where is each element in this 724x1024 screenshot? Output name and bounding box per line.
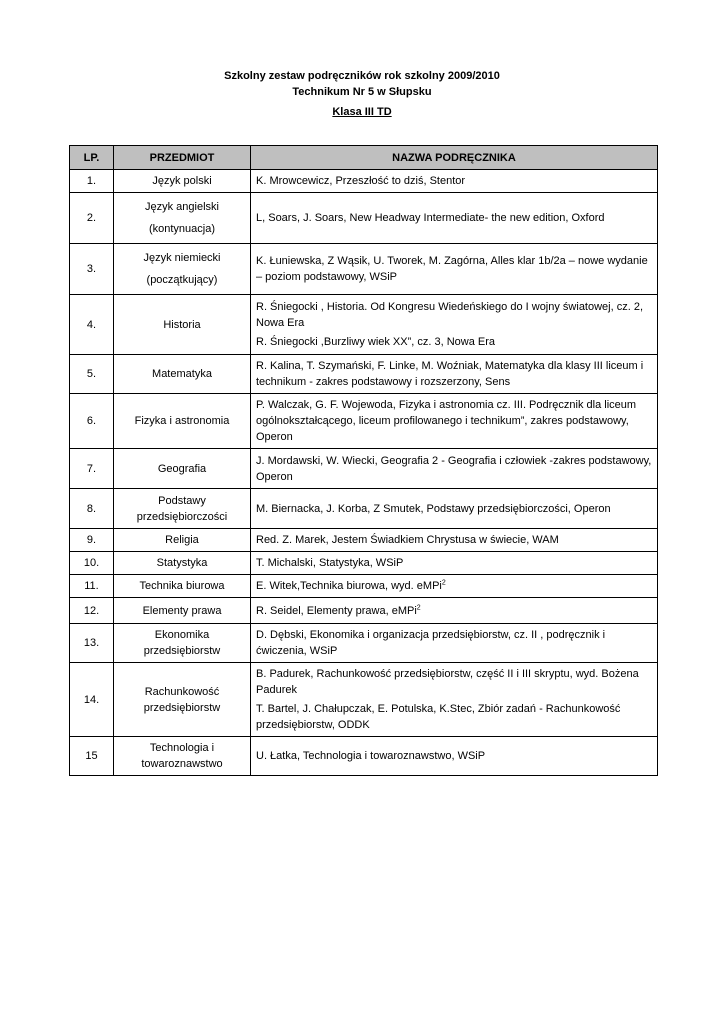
subject-name: (początkujący) [146,274,218,286]
textbook-entry [256,210,652,226]
row-number: 11. [70,575,114,598]
column-header-subject: PRZEDMIOT [114,146,251,170]
subject-name: Technika biurowa [139,580,225,592]
document-header [0,68,724,120]
textbook-text: K. Łuniewska, Z Wąsik, U. Tworek, M. Zagórna, Alles klar 1b/2a – nowe wydanie – poziom podstawowy, WSiP [256,255,648,283]
row-number: 14. [70,663,114,737]
table-row [70,575,658,598]
superscript: 2 [416,603,421,611]
textbook-cell [251,295,658,355]
table-row [70,193,658,244]
textbook-entry [256,666,652,698]
textbook-entry [256,253,652,285]
table-row [70,737,658,776]
table-row [70,552,658,575]
textbook-cell [251,170,658,193]
subject-name: Język polski [152,175,212,187]
subject-cell [114,529,251,552]
subject-name: Statystyka [156,557,208,569]
textbook-entry [256,397,652,445]
textbook-cell [251,355,658,394]
textbook-text: U. Łatka, Technologia i towaroznawstwo, WSiP [256,750,486,762]
column-header-lp: LP. [70,146,114,170]
row-number: 13. [70,624,114,663]
subject-name: Rachunkowość przedsiębiorstw [143,685,221,714]
textbook-entry [256,578,652,594]
textbook-cell [251,529,658,552]
column-header-textbook: NAZWA PODRĘCZNIKA [251,146,658,170]
subject-name: Technologia i towaroznawstwo [141,742,223,770]
textbook-text: M. Biernacka, J. Korba, Z Smutek, Podstawy przedsiębiorczości, Operon [256,502,611,515]
row-number: 9. [70,529,114,552]
table-row [70,489,658,529]
textbook-text: R. Śniegocki ,Burzliwy wiek XX”, cz. 3, Nowa Era [256,336,496,348]
subject-cell [114,244,251,295]
table-row [70,598,658,624]
table-row [70,624,658,663]
subject-name: Fizyka i astronomia [134,415,230,427]
subject-cell [114,489,251,529]
textbook-cell [251,449,658,489]
textbook-cell [251,193,658,244]
row-number: 2. [70,193,114,244]
textbook-cell [251,737,658,776]
textbook-text: R. Kalina, T. Szymański, F. Linke, M. Woźniak, Matematyka dla klasy III liceum i technikum - zakres podstawowy i rozszerzony, Sens [256,360,644,388]
table-row [70,529,658,552]
superscript: 2 [441,579,446,587]
textbook-text: J. Mordawski, W. Wiecki, Geografia 2 - Geografia i człowiek -zakres podstawowy, Operon [256,454,652,483]
subject-name: Język angielski [145,201,219,213]
subject-name: Język niemiecki [143,252,221,264]
subject-cell [114,394,251,449]
textbook-text: D. Dębski, Ekonomika i organizacja przedsiębiorstw, cz. II , podręcznik i ćwiczenia, WSiP [256,629,606,657]
table-row [70,394,658,449]
table-body [70,170,658,776]
textbook-entry [256,603,652,619]
textbook-entry [256,501,652,517]
textbook-text: K. Mrowcewicz, Przeszłość to dziś, Stentor [256,175,466,187]
row-number: 7. [70,449,114,489]
textbook-entry [256,358,652,390]
subject-cell [114,598,251,624]
textbook-entry [256,453,652,485]
subject-cell [114,552,251,575]
textbook-text: T. Bartel, J. Chałupczak, E. Potulska, K.Stec, Zbiór zadań - Rachunkowość przedsiębiorstw, ODDK [256,703,621,731]
textbook-entry [256,748,652,764]
row-number: 1. [70,170,114,193]
row-number: 10. [70,552,114,575]
textbook-text: E. Witek,Technika biurowa, wyd. eMPi [256,580,442,592]
subject-cell [114,575,251,598]
row-number: 8. [70,489,114,529]
table-row [70,244,658,295]
textbook-cell [251,552,658,575]
row-number: 3. [70,244,114,295]
subject-name: Ekonomika przedsiębiorstw [143,629,221,657]
row-number: 5. [70,355,114,394]
subject-cell [114,737,251,776]
table-row [70,663,658,737]
textbook-entry [256,701,652,733]
textbook-entry [256,532,652,548]
textbook-entry [256,299,652,331]
subject-name: Historia [163,318,201,331]
row-number: 4. [70,295,114,355]
table-row [70,295,658,355]
class-name: Klasa III TD [332,106,392,118]
subject-cell [114,355,251,394]
textbook-text: R. Seidel, Elementy prawa, eMPi [256,604,417,617]
textbook-cell [251,575,658,598]
textbook-entry [256,173,652,189]
textbook-cell [251,244,658,295]
table-row [70,355,658,394]
subject-cell [114,663,251,737]
row-number: 6. [70,394,114,449]
subject-name: Elementy prawa [142,604,222,617]
textbook-cell [251,624,658,663]
textbook-table [69,145,658,776]
textbook-text: R. Śniegocki , Historia. Od Kongresu Wiedeńskiego do I wojny światowej, cz. 2, Nowa Era [256,301,644,329]
subject-name: Podstawy przedsiębiorczości [136,494,228,523]
table-header-row [70,146,658,170]
textbook-entry [256,334,652,350]
textbook-text: P. Walczak, G. F. Wojewoda, Fizyka i astronomia cz. III. Podręcznik dla liceum ogólnokształcącego, liceum profilowanego i technikum”, zakres podstawowy, Operon [256,399,637,443]
textbook-cell [251,489,658,529]
textbook-cell [251,598,658,624]
subject-cell [114,295,251,355]
subject-cell [114,193,251,244]
textbook-cell [251,394,658,449]
school-name: Technikum Nr 5 w Słupsku [292,86,432,98]
row-number: 15 [70,737,114,776]
textbook-entry [256,627,652,659]
textbook-text: T. Michalski, Statystyka, WSiP [256,557,404,569]
document-title: Szkolny zestaw podręczników rok szkolny 2009/2010 [224,70,500,82]
textbook-text: B. Padurek, Rachunkowość przedsiębiorstw, część II i III skryptu, wyd. Bożena Padurek [256,668,639,696]
subject-cell [114,624,251,663]
subject-cell [114,170,251,193]
textbook-text: Red. Z. Marek, Jestem Świadkiem Chrystusa w świecie, WAM [256,534,559,546]
subject-name: (kontynuacja) [148,223,216,235]
textbook-cell [251,663,658,737]
row-number: 12. [70,598,114,624]
subject-name: Matematyka [152,368,212,380]
textbook-text: L, Soars, J. Soars, New Headway Intermediate- the new edition, Oxford [256,212,605,224]
table-row [70,449,658,489]
textbook-entry [256,555,652,571]
subject-name: Geografia [157,462,207,475]
subject-name: Religia [165,534,199,546]
subject-cell [114,449,251,489]
table-row [70,170,658,193]
